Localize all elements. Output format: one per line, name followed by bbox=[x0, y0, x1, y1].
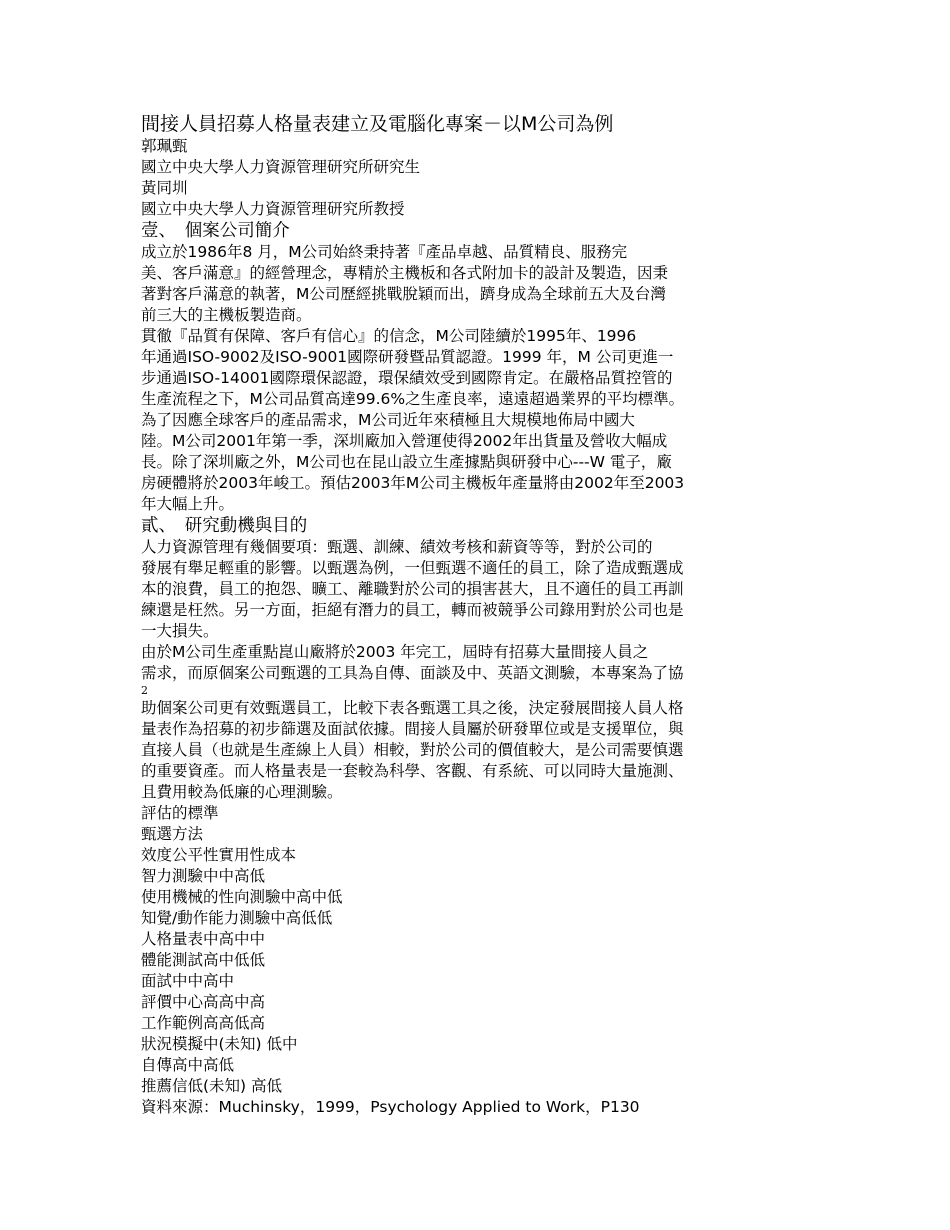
paragraph bbox=[141, 326, 781, 410]
text-line: 本的浪費，員工的抱怨、曠工、離職對於公司的損害甚大，且不適任的員工再訓 bbox=[141, 580, 684, 598]
text-line: 長。除了深圳廠之外，M公司也在昆山設立生產據點與研發中心---W 電子，廠 bbox=[141, 453, 672, 471]
text-line: 的重要資產。而人格量表是一套較為科學、客觀、有系統、可以同時大量施測、 bbox=[141, 762, 684, 780]
table-row: 推薦信低(未知) 高低 bbox=[141, 1077, 283, 1095]
text-line: 練還是枉然。另一方面，拒絕有潛力的員工，轉而被競爭公司錄用對於公司也是 bbox=[141, 601, 684, 619]
table-row: 智力測驗中中高低 bbox=[141, 867, 266, 885]
author-affiliation-2: 國立中央大學人力資源管理研究所教授 bbox=[141, 200, 405, 218]
table-row: 知覺/動作能力測驗中高低低 bbox=[141, 909, 333, 927]
document-title: 間接人員招募人格量表建立及電腦化專案－以M公司為例 bbox=[141, 113, 614, 135]
text-line: 直接人員（也就是生產線上人員）相較，對於公司的價值較大，是公司需要慎選 bbox=[141, 741, 684, 759]
text-line: 人力資源管理有幾個要項：甄選、訓練、績效考核和薪資等等，對於公司的 bbox=[141, 538, 653, 556]
text-line: 陸。M公司2001年第一季，深圳廠加入營運使得2002年出貨量及營收大幅成 bbox=[141, 432, 668, 450]
text-line: 年大幅上升。 bbox=[141, 495, 235, 513]
text-line: 由於M公司生產重點崑山廠將於2003 年完工，屆時有招募大量間接人員之 bbox=[141, 643, 649, 661]
table-row: 人格量表中高中中 bbox=[141, 930, 266, 948]
text-line: 需求，而原個案公司甄選的工具為自傳、面談及中、英語文測驗，本專案為了協 bbox=[141, 664, 684, 682]
section-heading-2: 貳、 研究動機與目的 bbox=[141, 516, 308, 536]
table-row: 面試中中高中 bbox=[141, 972, 235, 990]
table-row: 體能測試高中低低 bbox=[141, 951, 266, 969]
text-line: 貫徹『品質有保障、客戶有信心』的信念，M公司陸續於1995年、1996 bbox=[141, 327, 637, 345]
section-heading-1: 壹、 個案公司簡介 bbox=[141, 221, 290, 241]
paragraph bbox=[141, 698, 781, 803]
table-source: 資料來源：Muchinsky，1999，Psychology Applied to Work，P130 bbox=[141, 1098, 640, 1116]
paragraph bbox=[141, 410, 781, 515]
document-page bbox=[141, 112, 781, 1118]
author-affiliation-1: 國立中央大學人力資源管理研究所研究生 bbox=[141, 158, 421, 176]
text-line: 步通過ISO-14001國際環保認證，環保績效受到國際肯定。在嚴格品質控管的 bbox=[141, 369, 673, 387]
table-caption: 評估的標準 bbox=[141, 804, 219, 822]
text-line: 為了因應全球客戶的產品需求，M公司近年來積極且大規模地佈局中國大 bbox=[141, 411, 635, 429]
text-line: 量表作為招募的初步篩選及面試依據。間接人員屬於研發單位或是支援單位，與 bbox=[141, 720, 684, 738]
text-line: 助個案公司更有效甄選員工，比較下表各甄選工具之後，決定發展間接人員人格 bbox=[141, 699, 684, 717]
paragraph bbox=[141, 642, 781, 684]
table-body bbox=[141, 866, 781, 1097]
text-line: 前三大的主機板製造商。 bbox=[141, 306, 312, 324]
table-row: 狀況模擬中(未知) 低中 bbox=[141, 1035, 298, 1053]
table-header-criteria: 效度公平性實用性成本 bbox=[141, 846, 297, 864]
author-name-1: 郭珮甄 bbox=[141, 137, 188, 155]
text-line: 房硬體將於2003年峻工。預估2003年M公司主機板年產量將由2002年至2003 bbox=[141, 474, 685, 492]
text-line: 且費用較為低廉的心理測驗。 bbox=[141, 783, 343, 801]
table-row: 評價中心高高中高 bbox=[141, 993, 266, 1011]
text-line: 美、客戶滿意』的經營理念，專精於主機板和各式附加卡的設計及製造，因秉 bbox=[141, 264, 669, 282]
text-line: 發展有舉足輕重的影響。以甄選為例，一但甄選不適任的員工，除了造成甄選成 bbox=[141, 559, 684, 577]
text-line: 生產流程之下，M公司品質高達99.6%之生產良率，遠遠超過業界的平均標準。 bbox=[141, 390, 685, 408]
paragraph bbox=[141, 242, 781, 326]
text-line: 一大損失。 bbox=[141, 622, 219, 640]
page-number: 2 bbox=[141, 684, 148, 697]
table-row: 使用機械的性向測驗中高中低 bbox=[141, 888, 343, 906]
table-header-method: 甄選方法 bbox=[141, 825, 204, 843]
table-row: 自傳高中高低 bbox=[141, 1056, 235, 1074]
text-line: 成立於1986年8 月，M公司始終秉持著『產品卓越、品質精良、服務完 bbox=[141, 243, 628, 261]
text-line: 著對客戶滿意的執著，M公司歷經挑戰脫穎而出，躋身成為全球前五大及台灣 bbox=[141, 285, 666, 303]
text-line: 年通過ISO-9002及ISO-9001國際研發暨品質認證。1999 年，M 公司更進一 bbox=[141, 348, 674, 366]
paragraph bbox=[141, 537, 781, 642]
author-name-2: 黃同圳 bbox=[141, 179, 188, 197]
table-row: 工作範例高高低高 bbox=[141, 1014, 266, 1032]
